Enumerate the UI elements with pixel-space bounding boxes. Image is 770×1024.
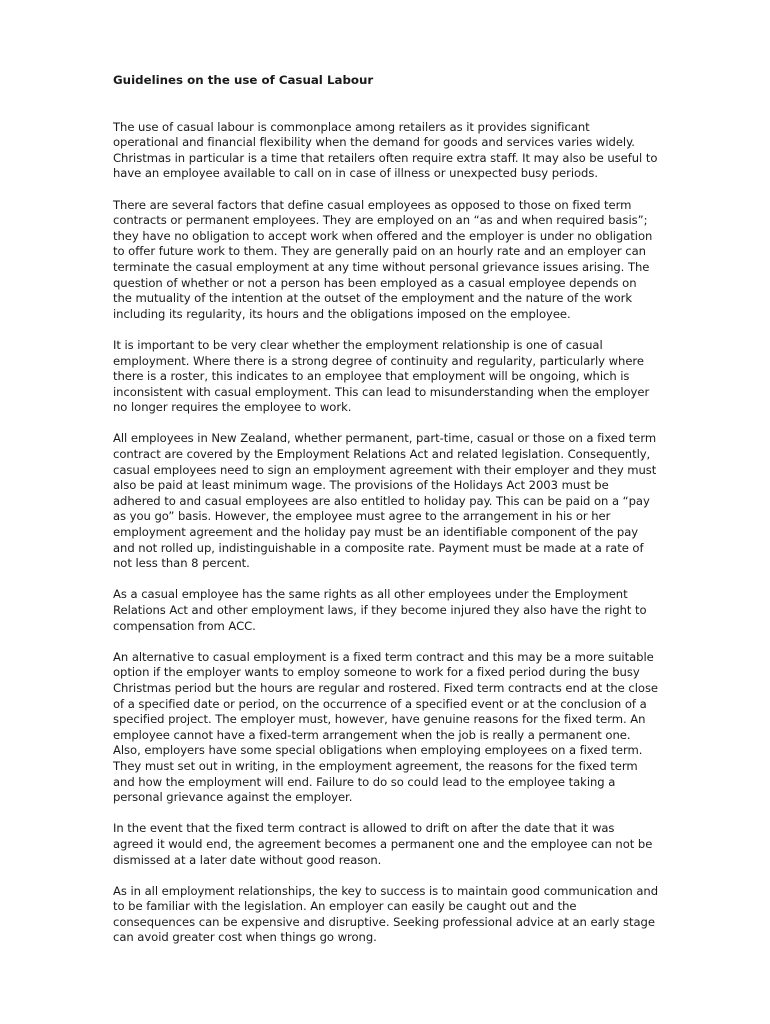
document-title: Guidelines on the use of Casual Labour bbox=[113, 73, 374, 87]
paragraph-2: There are several factors that define casual employees as opposed to those on fixed term contracts or permanent employees. They are employed on an “as and when required basis”; they have no obligation to accept work when offered and the employer is under no obligation to offer future work to them. They are generally paid on an hourly rate and an employer can terminate the casual employment at any time without personal grievance issues arising. The question of whether or not a person has been employed as a casual employee depends on the mutuality of the intention at the outset of the employment and the nature of the work including its regularity, its hours and the obligations imposed on the employee. bbox=[113, 197, 653, 321]
paragraph-7: In the event that the fixed term contract is allowed to drift on after the date that it was agreed it would end, the agreement becomes a permanent one and the employee can not be dismissed at a later date without good reason. bbox=[113, 821, 653, 867]
paragraph-4: All employees in New Zealand, whether permanent, part-time, casual or those on a fixed term contract are covered by the Employment Relations Act and related legislation. Consequently, casual employees need to sign an employment agreement with their employer and they must also be paid at least minimum wage. The provisions of the Holidays Act 2003 must be adhered to and casual employees are also entitled to holiday pay. This can be paid on a “pay as you go” basis. However, the employee must agree to the arrangement in his or her employment agreement and the holiday pay must be an identifiable component of the pay and not rolled up, indistinguishable in a composite rate. Payment must be made at a rate of not less than 8 percent. bbox=[113, 431, 657, 571]
paragraph-1: The use of casual labour is commonplace among retailers as it provides significant operational and financial flexibility when the demand for goods and services varies widely. Christmas in particular is a time that retailers often require extra staff. It may also be useful to have an employee available to call on in case of illness or unexpected busy periods. bbox=[113, 119, 658, 181]
paragraph-6: An alternative to casual employment is a fixed term contract and this may be a more suitable option if the employer wants to employ someone to work for a fixed period during the busy Christmas period but the hours are regular and rostered. Fixed term contracts end at the close of a specified date or period, on the occurrence of a specified event or at the conclusion of a specified project. The employer must, however, have genuine reasons for the fixed term. An employee cannot have a fixed-term arrangement when the job is really a permanent one. Also, employers have some special obligations when employing employees on a fixed term. They must set out in writing, in the employment agreement, the reasons for the fixed term and how the employment will end. Failure to do so could lead to the employee taking a personal grievance against the employer. bbox=[113, 649, 659, 805]
paragraph-5: As a casual employee has the same rights as all other employees under the Employment Relations Act and other employment laws, if they become injured they also have the right to compensation from ACC. bbox=[113, 587, 647, 633]
paragraph-8: As in all employment relationships, the key to success is to maintain good communication and to be familiar with the legislation. An employer can easily be caught out and the consequences can be expensive and disruptive. Seeking professional advice at an early stage can avoid greater cost when things go wrong. bbox=[113, 883, 659, 945]
document-page bbox=[113, 73, 658, 946]
paragraph-3: It is important to be very clear whether the employment relationship is one of casual employment. Where there is a strong degree of continuity and regularity, particularly where there is a roster, this indicates to an employee that employment will be ongoing, which is inconsistent with casual employment. This can lead to misunderstanding when the employer no longer requires the employee to work. bbox=[113, 337, 650, 415]
